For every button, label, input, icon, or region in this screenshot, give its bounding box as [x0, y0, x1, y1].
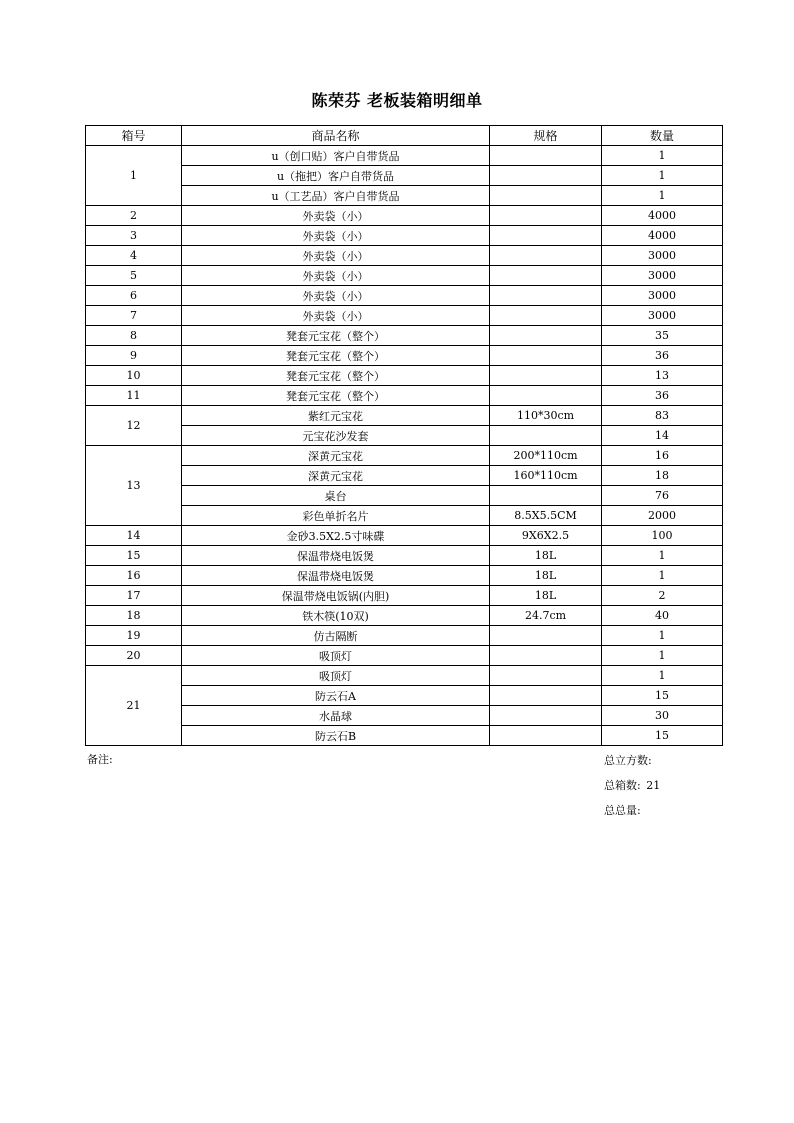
table-row: [86, 306, 723, 326]
table-row: [86, 526, 723, 546]
spec-cell: [490, 646, 602, 666]
table-row: [86, 226, 723, 246]
header-quantity: 数量: [602, 126, 723, 146]
box-number-cell: 19: [86, 626, 182, 646]
product-name-cell: 外卖袋（小）: [182, 226, 490, 246]
box-number-cell: 7: [86, 306, 182, 326]
table-row: [86, 446, 723, 466]
quantity-cell: 14: [602, 426, 723, 446]
table-row: [86, 166, 723, 186]
table-row: [86, 686, 723, 706]
quantity-cell: 1: [602, 566, 723, 586]
packing-list-table: [85, 125, 723, 746]
quantity-cell: 3000: [602, 246, 723, 266]
spec-cell: [490, 366, 602, 386]
quantity-cell: 100: [602, 526, 723, 546]
product-name-cell: u（创口贴）客户自带货品: [182, 146, 490, 166]
header-box-no: 箱号: [86, 126, 182, 146]
header-product-name: 商品名称: [182, 126, 490, 146]
quantity-cell: 1: [602, 166, 723, 186]
product-name-cell: 防云石A: [182, 686, 490, 706]
quantity-cell: 83: [602, 406, 723, 426]
product-name-cell: 外卖袋（小）: [182, 306, 490, 326]
spec-cell: [490, 386, 602, 406]
quantity-cell: 3000: [602, 286, 723, 306]
product-name-cell: 外卖袋（小）: [182, 266, 490, 286]
spec-cell: [490, 426, 602, 446]
spec-cell: [490, 686, 602, 706]
product-name-cell: 保温带烧电饭煲: [182, 566, 490, 586]
product-name-cell: 外卖袋（小）: [182, 206, 490, 226]
table-body: [86, 146, 723, 746]
quantity-cell: 1: [602, 186, 723, 206]
table-row: [86, 266, 723, 286]
quantity-cell: 2000: [602, 506, 723, 526]
table-row: [86, 406, 723, 426]
spec-cell: 160*110cm: [490, 466, 602, 486]
table-header-row: [86, 126, 723, 146]
spec-cell: 200*110cm: [490, 446, 602, 466]
quantity-cell: 3000: [602, 266, 723, 286]
product-name-cell: 元宝花沙发套: [182, 426, 490, 446]
quantity-cell: 1: [602, 146, 723, 166]
table-row: [86, 626, 723, 646]
product-name-cell: 紫红元宝花: [182, 406, 490, 426]
table-row: [86, 246, 723, 266]
quantity-cell: 2: [602, 586, 723, 606]
total-weight-label: 总总量:: [604, 804, 641, 817]
product-name-cell: 桌台: [182, 486, 490, 506]
total-boxes-value: 21: [646, 779, 661, 792]
box-number-cell: 13: [86, 446, 182, 526]
table-row: [86, 486, 723, 506]
product-name-cell: 外卖袋（小）: [182, 246, 490, 266]
total-volume-row: [604, 748, 660, 773]
product-name-cell: u（拖把）客户自带货品: [182, 166, 490, 186]
spec-cell: 9X6X2.5: [490, 526, 602, 546]
spec-cell: [490, 346, 602, 366]
product-name-cell: 深黄元宝花: [182, 466, 490, 486]
spec-cell: [490, 246, 602, 266]
quantity-cell: 30: [602, 706, 723, 726]
product-name-cell: 凳套元宝花（整个）: [182, 346, 490, 366]
box-number-cell: 2: [86, 206, 182, 226]
box-number-cell: 5: [86, 266, 182, 286]
box-number-cell: 15: [86, 546, 182, 566]
product-name-cell: 仿古隔断: [182, 626, 490, 646]
product-name-cell: 吸顶灯: [182, 646, 490, 666]
table-row: [86, 186, 723, 206]
quantity-cell: 15: [602, 686, 723, 706]
box-number-cell: 10: [86, 366, 182, 386]
product-name-cell: 金砂3.5X2.5寸味碟: [182, 526, 490, 546]
table-row: [86, 206, 723, 226]
table-row: [86, 726, 723, 746]
table-row: [86, 426, 723, 446]
quantity-cell: 1: [602, 666, 723, 686]
quantity-cell: 36: [602, 346, 723, 366]
spec-cell: [490, 146, 602, 166]
spec-cell: [490, 626, 602, 646]
box-number-cell: 1: [86, 146, 182, 206]
table-row: [86, 546, 723, 566]
product-name-cell: u（工艺品）客户自带货品: [182, 186, 490, 206]
product-name-cell: 防云石B: [182, 726, 490, 746]
table-row: [86, 326, 723, 346]
box-number-cell: 11: [86, 386, 182, 406]
quantity-cell: 1: [602, 546, 723, 566]
table-row: [86, 466, 723, 486]
quantity-cell: 13: [602, 366, 723, 386]
product-name-cell: 彩色单折名片: [182, 506, 490, 526]
total-boxes-row: [604, 773, 660, 798]
total-boxes-label: 总箱数:: [604, 779, 641, 792]
product-name-cell: 铁木筷(10双): [182, 606, 490, 626]
quantity-cell: 4000: [602, 206, 723, 226]
spec-cell: 110*30cm: [490, 406, 602, 426]
quantity-cell: 35: [602, 326, 723, 346]
box-number-cell: 14: [86, 526, 182, 546]
table-row: [86, 286, 723, 306]
spec-cell: [490, 666, 602, 686]
product-name-cell: 保温带烧电饭煲: [182, 546, 490, 566]
box-number-cell: 17: [86, 586, 182, 606]
product-name-cell: 外卖袋（小）: [182, 286, 490, 306]
quantity-cell: 18: [602, 466, 723, 486]
table-row: [86, 606, 723, 626]
spec-cell: 18L: [490, 566, 602, 586]
quantity-cell: 4000: [602, 226, 723, 246]
table-row: [86, 506, 723, 526]
spec-cell: [490, 226, 602, 246]
spec-cell: [490, 186, 602, 206]
table-row: [86, 146, 723, 166]
box-number-cell: 6: [86, 286, 182, 306]
product-name-cell: 凳套元宝花（整个）: [182, 386, 490, 406]
table-row: [86, 646, 723, 666]
table-row: [86, 566, 723, 586]
spec-cell: [490, 706, 602, 726]
spec-cell: 8.5X5.5CM: [490, 506, 602, 526]
quantity-cell: 1: [602, 646, 723, 666]
box-number-cell: 3: [86, 226, 182, 246]
total-volume-label: 总立方数:: [604, 754, 652, 767]
quantity-cell: 16: [602, 446, 723, 466]
spec-cell: [490, 166, 602, 186]
product-name-cell: 凳套元宝花（整个）: [182, 326, 490, 346]
product-name-cell: 水晶球: [182, 706, 490, 726]
box-number-cell: 21: [86, 666, 182, 746]
quantity-cell: 76: [602, 486, 723, 506]
table-row: [86, 366, 723, 386]
product-name-cell: 吸顶灯: [182, 666, 490, 686]
product-name-cell: 凳套元宝花（整个）: [182, 366, 490, 386]
spec-cell: [490, 726, 602, 746]
box-number-cell: 20: [86, 646, 182, 666]
table-row: [86, 386, 723, 406]
box-number-cell: 8: [86, 326, 182, 346]
spec-cell: [490, 266, 602, 286]
box-number-cell: 18: [86, 606, 182, 626]
product-name-cell: 深黄元宝花: [182, 446, 490, 466]
table-row: [86, 346, 723, 366]
box-number-cell: 16: [86, 566, 182, 586]
document-title: 陈荣芬 老板装箱明细单: [311, 91, 483, 110]
spec-cell: 18L: [490, 546, 602, 566]
table-row: [86, 666, 723, 686]
spec-cell: [490, 486, 602, 506]
spec-cell: 18L: [490, 586, 602, 606]
quantity-cell: 40: [602, 606, 723, 626]
remark-label: 备注:: [87, 753, 113, 766]
spec-cell: [490, 206, 602, 226]
quantity-cell: 36: [602, 386, 723, 406]
box-number-cell: 9: [86, 346, 182, 366]
box-number-cell: 4: [86, 246, 182, 266]
product-name-cell: 保温带烧电饭锅(内胆): [182, 586, 490, 606]
spec-cell: [490, 326, 602, 346]
quantity-cell: 15: [602, 726, 723, 746]
table-row: [86, 586, 723, 606]
quantity-cell: 1: [602, 626, 723, 646]
spec-cell: [490, 286, 602, 306]
table-row: [86, 706, 723, 726]
box-number-cell: 12: [86, 406, 182, 446]
summary-block: [604, 748, 660, 823]
header-spec: 规格: [490, 126, 602, 146]
total-weight-row: [604, 798, 660, 823]
quantity-cell: 3000: [602, 306, 723, 326]
spec-cell: 24.7cm: [490, 606, 602, 626]
spec-cell: [490, 306, 602, 326]
